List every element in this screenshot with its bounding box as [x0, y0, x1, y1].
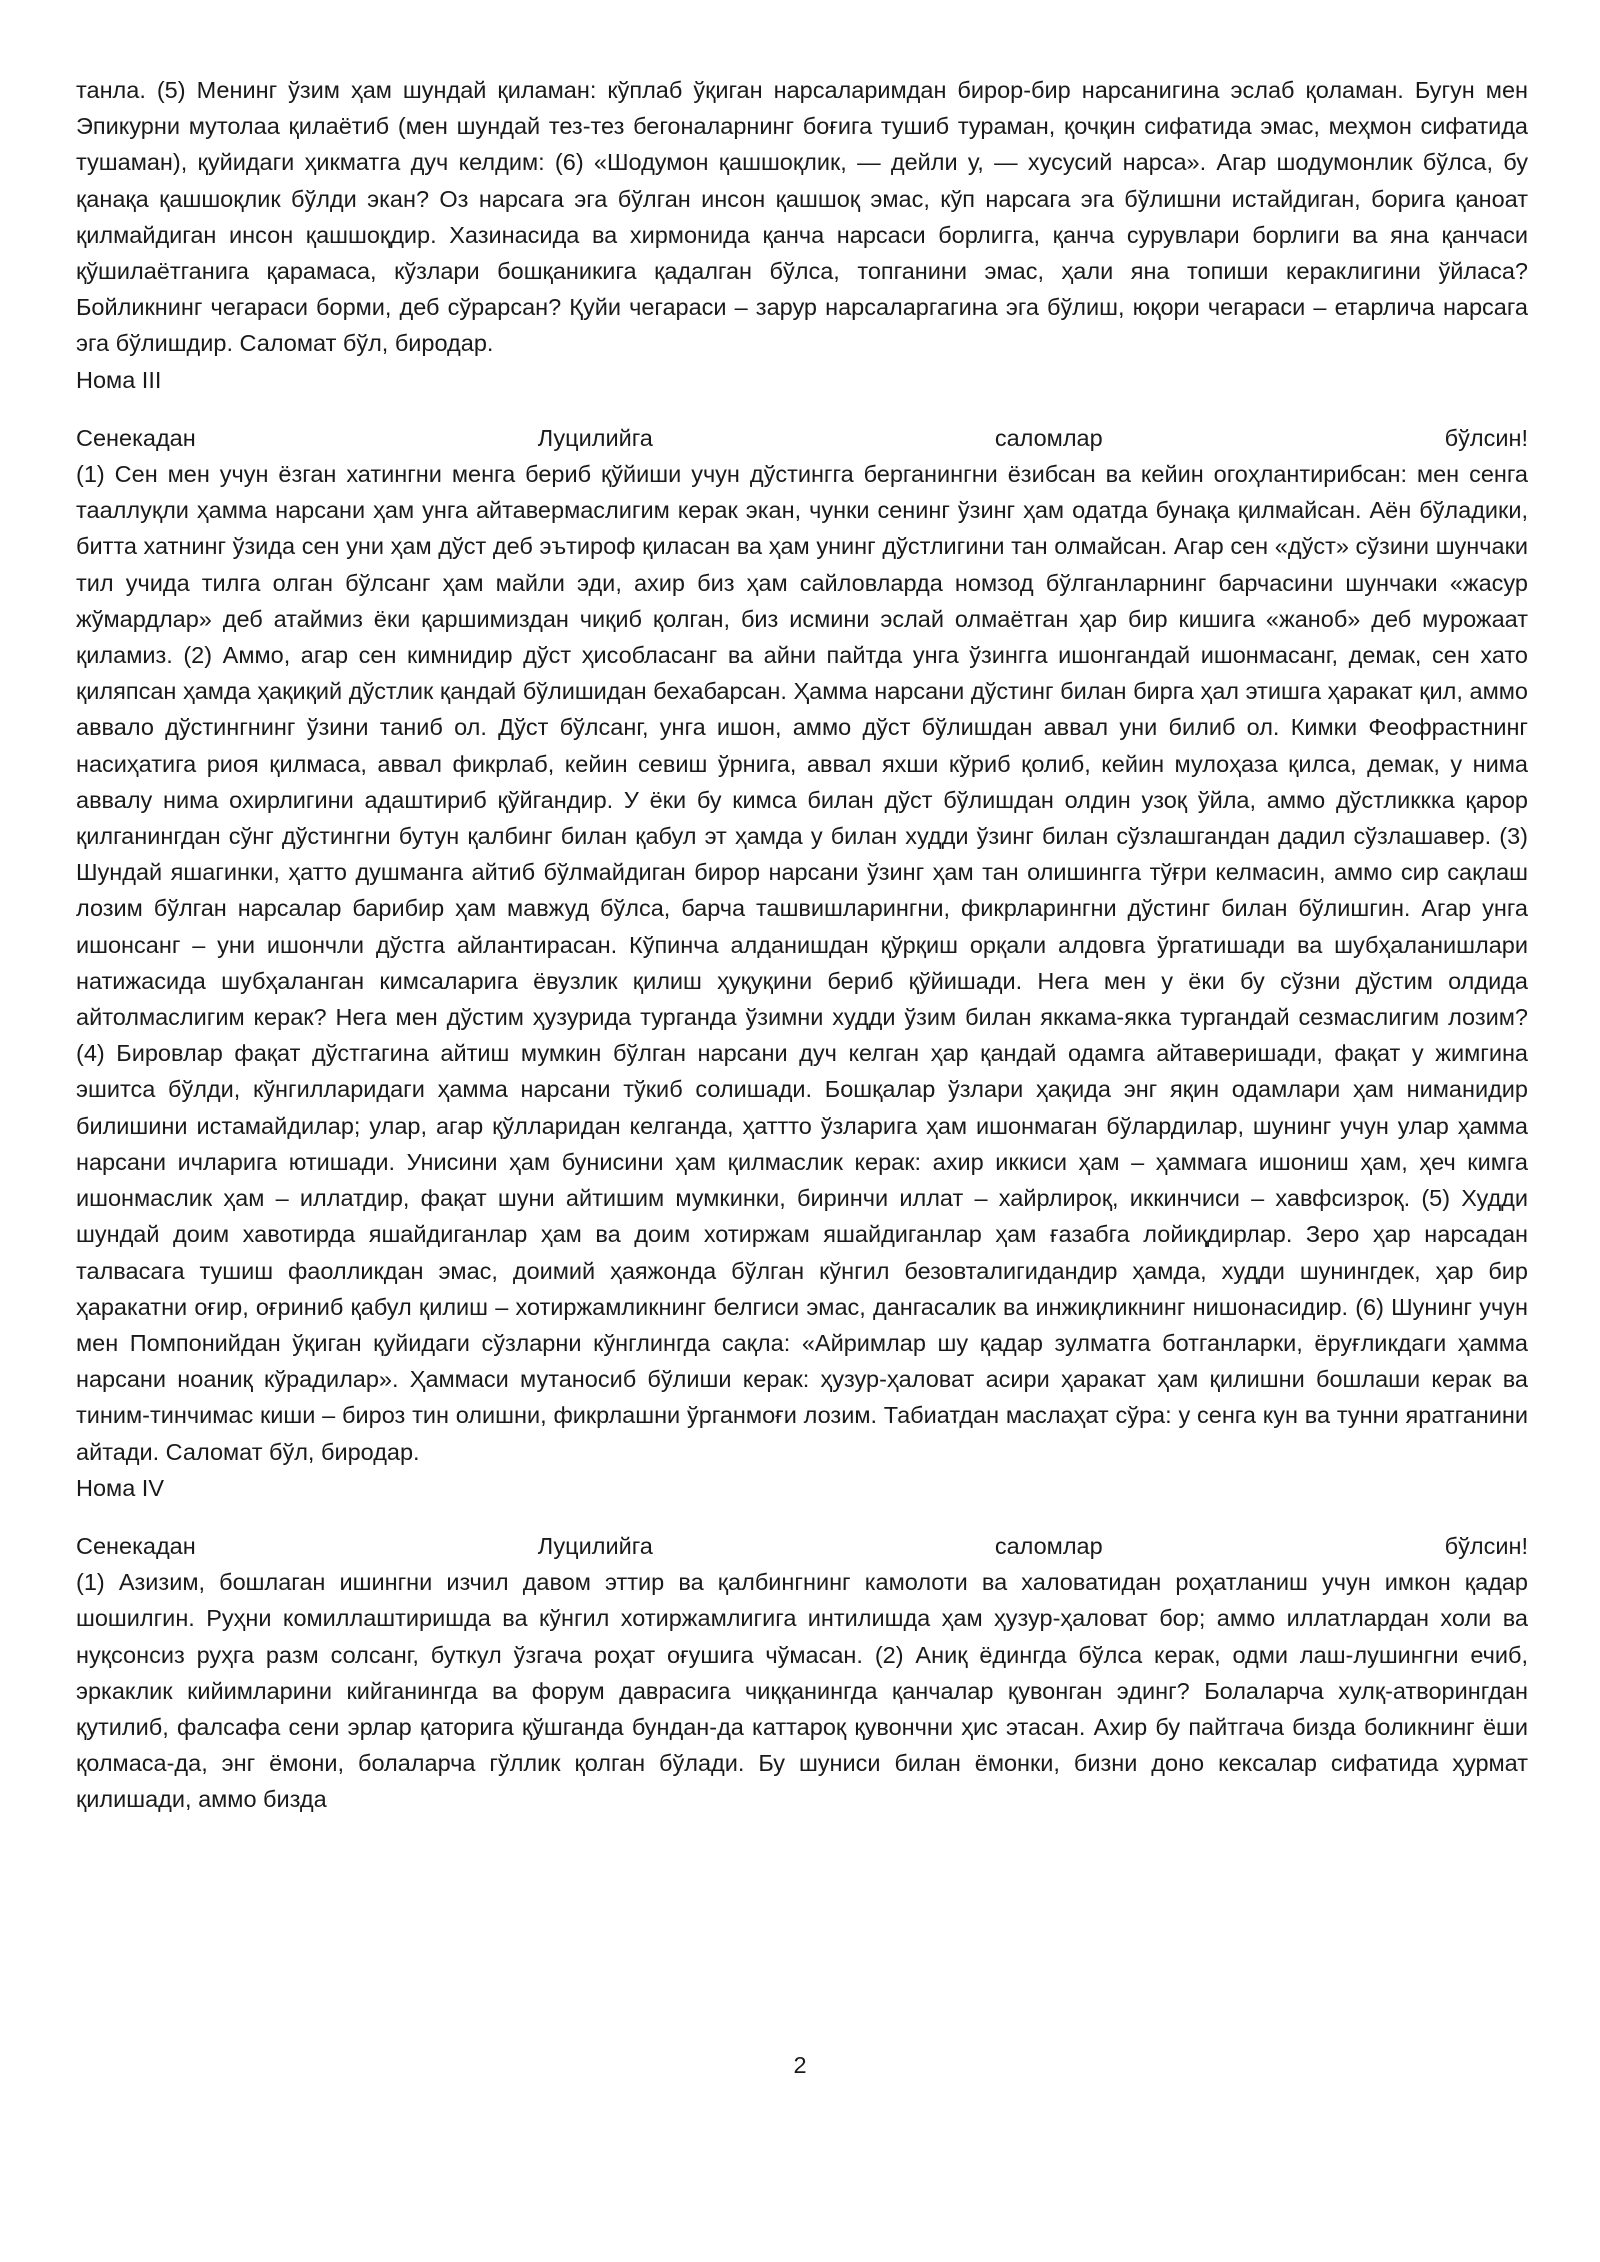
greeting-word-be: бўлсин!	[1444, 1532, 1528, 1559]
greeting-word-be: бўлсин!	[1444, 424, 1528, 451]
greeting-word-from: Сенекадан	[76, 424, 196, 451]
greeting-word-from: Сенекадан	[76, 1532, 196, 1559]
letter-3-body: (1) Сен мен учун ёзган хатингни менга бериб қўйиши учун дўстингга берганингни ёзибсан ва кейин огоҳлантирибсан: мен сенга тааллуқли ҳамма нарсани ҳам унга айтавермаслигим керак экан, чунки сенинг ўзинг ҳам одатда бунақа қилмайсан. Аён бўладики, битта хатнинг ўзида сен уни ҳам дўст деб эътироф қиласан ва ҳам унинг дўстлигини тан олмайсан. Агар сен «дўст» сўзини шунчаки тил учида тилга олган бўлсанг ҳам майли эди, ахир биз ҳам сайловларда номзод бўлганларнинг барчасини шунчаки «жасур жўмардлар» деб атаймиз ёки қаршимиздан чиқиб қолган, биз исмини эслай олмаётган ҳар бир кишига «жаноб» деб мурожаат қиламиз. (2) Аммо, агар сен кимнидир дўст ҳисобласанг ва айни пайтда унга ўзингга ишонгандай ишонмасанг, демак, сен хато қиляпсан ҳамда ҳақиқий дўстлик қандай бўлишидан бехабарсан. Ҳамма нарсани дўстинг билан бирга ҳал этишга ҳаракат қил, аммо аввало дўстингнинг ўзини таниб ол. Дўст бўлсанг, унга ишон, аммо дўст бўлишдан аввал уни билиб ол. Кимки Феофрастнинг насиҳатига риоя қилмаса, аввал фикрлаб, кейин севиш ўрнига, аввал яхши кўриб қолиб, кейин мулоҳаза қилса, демак, у нима аввалу нима охирлигини адаштириб қўйгандир. У ёки бу кимса билан дўст бўлишдан олдин узоқ ўйла, аммо дўстликкка қарор қилганингдан сўнг дўстингни бутун қалбинг билан қабул эт ҳамда у билан худди ўзинг билан сўзлашгандан дадил сўзлашавер. (3) Шундай яшагинки, ҳатто душманга айтиб бўлмайдиган бирор нарсани ўзинг ҳам тан олишингга тўғри келмасин, аммо сир сақлаш лозим бўлган нарсалар барибир ҳам мавжуд бўлса, барча ташвишларингни, фикрларингни дўстинг билан бўлишгин. Агар унга ишонсанг – уни ишончли дўстга айлантирасан. Кўпинча алданишдан қўрқиш орқали алдовга ўргатишади ва шубҳаланишлари натижасида шубҳаланган кимсаларига ёвузлик қилиш ҳуқуқини бериб қўйишади. Нега мен у ёки бу сўзни дўстим олдида айтолмаслигим керак? Нега мен дўстим ҳузурида турганда ўзимни худди ўзим билан яккама-якка тургандай сезмаслигим лозим? (4) Бировлар фақат дўстгагина айтиш мумкин бўлган нарсани дуч келган ҳар қандай одамга айтаверишади, фақат у жимгина эшитса бўлди, кўнгилларидаги ҳамма нарсани тўкиб солишади. Бошқалар ўзлари ҳақида энг яқин одамлари ҳам ниманидир билишини истамайдилар; улар, агар қўлларидан келганда, ҳаттто ўзларига ҳам ишонмаган бўлардилар, шунинг учун улар ҳамма нарсани ичларига ютишади. Унисини ҳам бунисини ҳам қилмаслик керак: ахир иккиси ҳам – ҳаммага ишониш ҳам, ҳеч кимга ишонмаслик ҳам – иллатдир, фақат шуни айтишим мумкинки, биринчи иллат – хайрлироқ, иккинчиси – хавфсизроқ. (5) Худди шундай доим хавотирда яшайдиганлар ҳам ва доим хотиржам яшайдиганлар ҳам ғазабга лойиқдирлар. Зеро ҳар нарсадан талвасага тушиш фаолликдан эмас, доимий ҳаяжонда бўлган кўнгил безовталигидандир ҳамда, худди шунингдек, ҳар бир ҳаракатни оғир, оғриниб қабул қилиш – хотиржамликнинг белгиси эмас, дангасалик ва инжиқликнинг нишонасидир. (6) Шунинг учун мен Помпонийдан ўқиган қуйидаги сўзларни кўнглингда сақла: «Айримлар шу қадар зулматга ботганларки, ёруғликдаги ҳамма нарсани ноаниқ кўрадилар». Ҳаммаси мутаносиб бўлиши керак: ҳузур-ҳаловат асири ҳаракат ҳам қилишни бошлаши керак ва тиним-тинчимас киши – бироз тин олишни, фикрлашни ўрганмоғи лозим. Табиатдан маслаҳат сўра: у сенга кун ва тунни яратганини айтади. Саломат бўл, биродар.	[76, 461, 1528, 1465]
spacer	[76, 398, 1528, 420]
letter-2-ending: танла. (5) Менинг ўзим ҳам шундай қиламан: кўплаб ўқиган нарсаларимдан бирор-бир нарсанигина эслаб қоламан. Бугун мен Эпикурни мутолаа қилаётиб (мен шундай тез-тез бегоналарнинг боғига тушиб тураман, қочқин сифатида эмас, меҳмон сифатида тушаман), қуйидаги ҳикматга дуч келдим: (6) «Шодумон қашшоқлик, — дейли у, — хусусий нарса». Агар шодумонлик бўлса, бу қанақа қашшоқлик бўлди экан? Оз нарсага эга бўлган инсон қашшоқ эмас, кўп нарсага эга бўлишни истайдиган, борига қаноат қилмайдиган инсон қашшоқдир. Хазинасида ва хирмонида қанча нарсаси борлигга, қанча сурувлари борлиги ва яна қанчаси қўшилаётганига қарамаса, кўзлари бошқаникига қадалган бўлса, топганини эмас, ҳали яна топиши кераклигини ўйласа? Бойликнинг чегараси борми, деб сўрарсан? Қуйи чегараси – зарур нарсаларгагина эга бўлиш, юқори чегараси – етарлича нарсага эга бўлишдир. Саломат бўл, биродар.	[76, 77, 1528, 357]
document-page	[76, 72, 1528, 1818]
spacer	[76, 1506, 1528, 1528]
letter-4-body: (1) Азизим, бошлаган ишингни изчил давом эттир ва қалбингнинг камолоти ва халоватидан роҳатланиш учун имкон қадар шошилгин. Руҳни комиллаштиришда ва кўнгил хотиржамлигига интилишда ҳам ҳузур-ҳаловат бор; аммо иллатлардан холи ва нуқсонсиз руҳга разм солсанг, буткул ўзгача роҳат оғушига чўмасан. (2) Аниқ ёдингда бўлса керак, одми лаш-лушингни ечиб, эркаклик кийимларини кийганингда ва форум даврасига чиққанингда қанчалар қувонган эдинг? Болаларча хулқ-атворингдан қутилиб, фалсафа сени эрлар қаторига қўшганда бундан-да каттароқ қувончни ҳис этасан. Ахир бу пайтгача бизда боликнинг ёши қолмаса-да, энг ёмони, болаларча гўллик қолган бўлади. Бу шуниси билан ёмонки, бизни доно кексалар сифатида ҳурмат қилишади, аммо бизда	[76, 1569, 1528, 1813]
page-number: 2	[793, 2052, 807, 2078]
greeting-word-greetings: саломлар	[994, 1532, 1103, 1559]
letter-4-heading: Нома IV	[76, 1474, 164, 1501]
greeting-word-to: Луцилийга	[537, 1532, 653, 1559]
letter-4-greeting	[76, 1528, 1528, 1564]
letter-3-heading: Нома III	[76, 366, 162, 393]
greeting-word-to: Луцилийга	[537, 424, 653, 451]
letter-3-greeting	[76, 420, 1528, 456]
greeting-word-greetings: саломлар	[994, 424, 1103, 451]
